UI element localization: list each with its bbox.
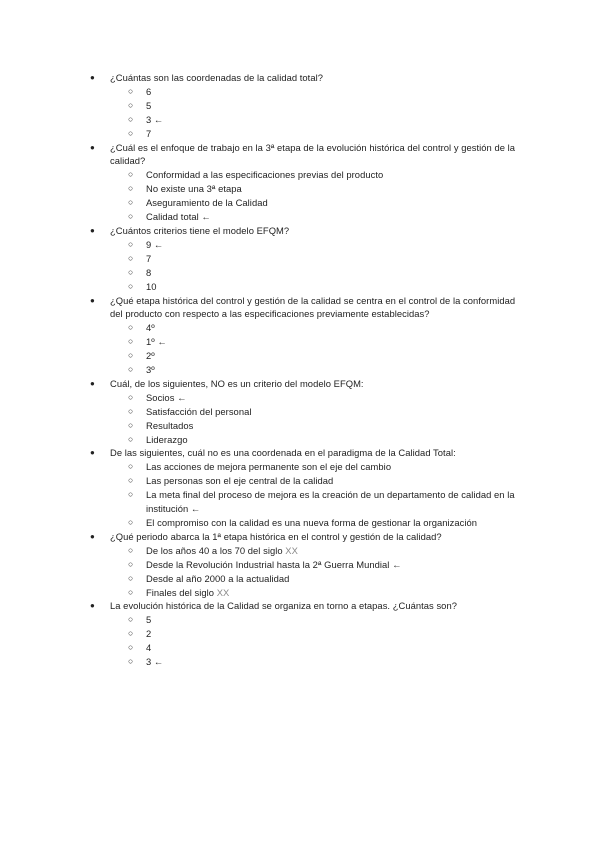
option-list xyxy=(110,613,530,669)
circle-bullet-icon: ○ xyxy=(128,656,134,667)
option-text: Calidad total ← xyxy=(146,211,211,223)
option-item xyxy=(110,572,530,586)
option-item xyxy=(110,433,530,447)
option-list xyxy=(110,168,530,224)
question-text: ¿Cuántas son las coordenadas de la calidad total? xyxy=(110,72,324,83)
circle-bullet-icon: ○ xyxy=(128,544,134,555)
option-item xyxy=(110,613,530,627)
circle-bullet-icon: ○ xyxy=(128,127,134,138)
option-text: Socios ← xyxy=(146,391,187,403)
option-text: Resultados xyxy=(146,419,194,431)
circle-bullet-icon: ○ xyxy=(128,433,134,444)
circle-bullet-icon: ○ xyxy=(128,238,134,249)
option-text: 6 xyxy=(146,85,152,97)
question-text: Cuál, de los siguientes, NO es un criterio del modelo EFQM: xyxy=(110,377,364,389)
option-item xyxy=(110,127,530,141)
option-text: No existe una 3ª etapa xyxy=(146,183,242,195)
option-list xyxy=(110,321,530,377)
circle-bullet-icon: ○ xyxy=(128,211,134,222)
option-item xyxy=(110,238,530,252)
circle-bullet-icon: ○ xyxy=(128,405,134,416)
question-text: ¿Cuál es el enfoque de trabajo en la 3ª etapa de la evolución histórica del control y gestión de la calidad? xyxy=(110,141,516,167)
bullet-icon: ● xyxy=(90,142,95,152)
question-list xyxy=(90,71,530,669)
circle-bullet-icon: ○ xyxy=(128,586,134,597)
option-item xyxy=(110,641,530,655)
option-item xyxy=(110,99,530,113)
bullet-icon: ● xyxy=(90,73,95,82)
option-item xyxy=(110,266,530,280)
bullet-icon: ● xyxy=(90,448,95,458)
option-text: 1º ← xyxy=(146,336,167,348)
option-text: Las acciones de mejora permanente son el eje del cambio xyxy=(146,461,392,473)
question-text: De las siguientes, cuál no es una coordenada en el paradigma de la Calidad Total: xyxy=(110,447,456,459)
circle-bullet-icon: ○ xyxy=(128,266,134,277)
option-list xyxy=(110,85,530,141)
option-item xyxy=(110,280,530,294)
question-text: ¿Qué periodo abarca la 1ª etapa histórica en el control y gestión de la calidad? xyxy=(110,530,442,542)
option-text: Aseguramiento de la Calidad xyxy=(146,197,268,209)
question-item xyxy=(90,224,530,294)
circle-bullet-icon: ○ xyxy=(128,364,134,375)
option-text: 5 xyxy=(146,614,152,626)
option-list xyxy=(110,391,530,447)
circle-bullet-icon: ○ xyxy=(128,614,134,625)
circle-bullet-icon: ○ xyxy=(128,252,134,263)
question-item xyxy=(90,599,530,669)
bullet-icon: ● xyxy=(90,531,95,541)
bullet-icon: ● xyxy=(90,601,95,611)
circle-bullet-icon: ○ xyxy=(128,461,134,472)
option-text: Conformidad a las especificaciones previas del producto xyxy=(146,169,384,181)
circle-bullet-icon: ○ xyxy=(128,350,134,361)
circle-bullet-icon: ○ xyxy=(128,517,134,527)
question-item xyxy=(90,294,530,377)
circle-bullet-icon: ○ xyxy=(128,85,134,96)
option-text: La meta final del proceso de mejora es la creación de un departamento de calidad en la institución ← xyxy=(146,489,515,515)
option-item xyxy=(110,321,530,335)
century-numeral: XX xyxy=(216,586,230,598)
bullet-icon: ● xyxy=(90,295,95,305)
bullet-icon: ● xyxy=(90,378,95,388)
circle-bullet-icon: ○ xyxy=(128,197,134,208)
circle-bullet-icon: ○ xyxy=(128,391,134,402)
option-text: El compromiso con la calidad es una nueva forma de gestionar la organización xyxy=(146,517,478,528)
option-text: Finales del siglo XX xyxy=(146,586,230,598)
option-text: 2 xyxy=(146,628,152,640)
circle-bullet-icon: ○ xyxy=(128,489,134,500)
option-text: Liderazgo xyxy=(146,433,188,445)
circle-bullet-icon: ○ xyxy=(128,419,134,430)
option-text: 4 xyxy=(146,642,152,654)
question-text: ¿Cuántos criterios tiene el modelo EFQM? xyxy=(110,224,290,236)
option-item xyxy=(110,252,530,266)
circle-bullet-icon: ○ xyxy=(128,336,134,347)
option-text: 9 ← xyxy=(146,238,164,250)
circle-bullet-icon: ○ xyxy=(128,558,134,569)
option-item xyxy=(110,182,530,196)
option-item xyxy=(110,335,530,349)
option-text: Las personas son el eje central de la calidad xyxy=(146,475,334,487)
option-text: 3º xyxy=(146,364,155,376)
option-item xyxy=(110,419,530,433)
option-list xyxy=(110,544,530,600)
option-item xyxy=(110,627,530,641)
circle-bullet-icon: ○ xyxy=(128,113,134,124)
option-item xyxy=(110,460,530,474)
option-item xyxy=(110,586,530,600)
option-text: 8 xyxy=(146,266,152,278)
circle-bullet-icon: ○ xyxy=(128,169,134,180)
option-item xyxy=(110,85,530,99)
circle-bullet-icon: ○ xyxy=(128,280,134,291)
option-text: Desde al año 2000 a la actualidad xyxy=(146,572,290,584)
circle-bullet-icon: ○ xyxy=(128,183,134,194)
option-text: 3 ← xyxy=(146,113,164,125)
option-text: 7 xyxy=(146,252,152,264)
question-item xyxy=(90,446,530,529)
circle-bullet-icon: ○ xyxy=(128,475,134,486)
option-item xyxy=(110,391,530,405)
circle-bullet-icon: ○ xyxy=(128,99,134,110)
option-item xyxy=(110,363,530,377)
circle-bullet-icon: ○ xyxy=(128,572,134,583)
option-item xyxy=(110,196,530,210)
option-item xyxy=(110,558,530,572)
option-text: De los años 40 a los 70 del siglo XX xyxy=(146,544,298,556)
question-item xyxy=(90,71,530,141)
century-numeral: XX xyxy=(285,544,298,556)
option-item xyxy=(110,113,530,127)
option-item xyxy=(110,516,530,530)
circle-bullet-icon: ○ xyxy=(128,642,134,653)
option-list xyxy=(110,460,530,530)
option-list xyxy=(110,238,530,294)
option-item xyxy=(110,168,530,182)
bullet-icon: ● xyxy=(90,225,95,235)
option-item xyxy=(110,210,530,224)
option-item xyxy=(110,488,530,516)
option-text: 2º xyxy=(146,350,155,362)
option-text: 10 xyxy=(146,280,157,292)
option-text: 3 ← xyxy=(146,656,164,668)
option-text: Desde la Revolución Industrial hasta la 2ª Guerra Mundial ← xyxy=(146,558,402,570)
option-text: 4º xyxy=(146,322,155,334)
option-item xyxy=(110,474,530,488)
option-text: Satisfacción del personal xyxy=(146,405,252,417)
option-item xyxy=(110,544,530,558)
option-item xyxy=(110,405,530,419)
option-item xyxy=(110,349,530,363)
question-item xyxy=(90,141,530,224)
option-item xyxy=(110,655,530,669)
question-item xyxy=(90,377,530,447)
question-text: La evolución histórica de la Calidad se organiza en torno a etapas. ¿Cuántas son? xyxy=(110,600,457,612)
option-text: 7 xyxy=(146,127,152,139)
circle-bullet-icon: ○ xyxy=(128,322,134,333)
option-text: 5 xyxy=(146,99,152,111)
circle-bullet-icon: ○ xyxy=(128,628,134,639)
question-text: ¿Qué etapa histórica del control y gestión de la calidad se centra en el control de la conformidad del producto con respecto a las especificaciones previamente establecidas? xyxy=(110,294,516,320)
question-item xyxy=(90,530,530,600)
